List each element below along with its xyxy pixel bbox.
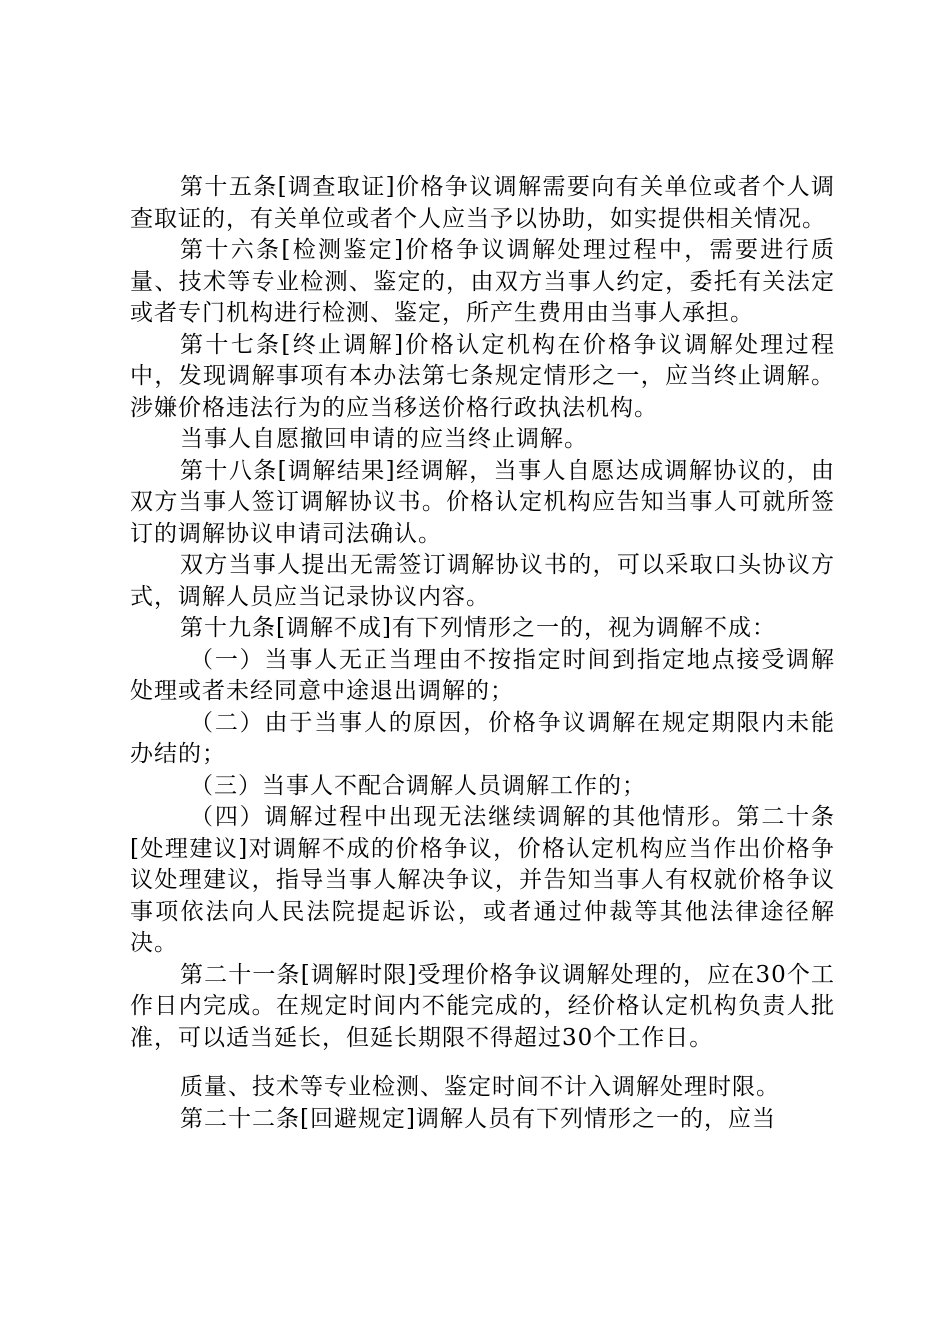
article-17-clause: 当事人自愿撤回申请的应当终止调解。 (180, 426, 588, 452)
article-19: 第十九条[调解不成]有下列情形之一的，视为调解不成： (180, 615, 776, 641)
article-21: 第二十一条[调解时限]受理价格争议调解处理的，应在30个工作日内完成。在规定时间内不能完成的，经价格认定机构负责人批准，可以适当延长，但延长期限不得超过30个工作日。 (130, 961, 835, 1051)
article-22: 第二十二条[回避规定]调解人员有下列情形之一的，应当 (180, 1105, 776, 1132)
article-19-item-2: （二）由于当事人的原因，价格争议调解在规定期限内未能办结的； (130, 709, 835, 767)
document-body (130, 172, 835, 1135)
article-21-clause: 质量、技术等专业检测、鉴定时间不计入调解处理时限。 (180, 1074, 780, 1100)
article-16: 第十六条[检测鉴定]价格争议调解处理过程中，需要进行质量、技术等专业检测、鉴定的，由双方当事人约定，委托有关法定或者专门机构进行检测、鉴定，所产生费用由当事人承担。 (130, 237, 835, 326)
article-19-item-4: （四）调解过程中出现无法继续调解的其他情形。第二十条[处理建议]对调解不成的价格争议，价格认定机构应当作出价格争议处理建议，指导当事人解决争议，并告知当事人有权就价格争议事项依法向人民法院提起诉讼，或者通过仲裁等其他法律途径解决。 (130, 804, 835, 956)
paragraph-gap (130, 1054, 835, 1072)
article-17: 第十七条[终止调解]价格认定机构在价格争议调解处理过程中，发现调解事项有本办法第七条规定情形之一，应当终止调解。涉嫌价格违法行为的应当移送价格行政执法机构。 (130, 331, 835, 421)
article-18: 第十八条[调解结果]经调解，当事人自愿达成调解协议的，由双方当事人签订调解协议书。价格认定机构应告知当事人可就所签订的调解协议申请司法确认。 (130, 457, 835, 547)
article-19-item-1: （一）当事人无正当理由不按指定时间到指定地点接受调解处理或者未经同意中途退出调解的； (130, 646, 835, 704)
article-19-item-3: （三）当事人不配合调解人员调解工作的； (190, 772, 646, 799)
article-18-clause: 双方当事人提出无需签订调解协议书的，可以采取口头协议方式，调解人员应当记录协议内容。 (130, 552, 835, 610)
article-15: 第十五条[调查取证]价格争议调解需要向有关单位或者个人调查取证的，有关单位或者个人应当予以协助，如实提供相关情况。 (130, 174, 835, 232)
